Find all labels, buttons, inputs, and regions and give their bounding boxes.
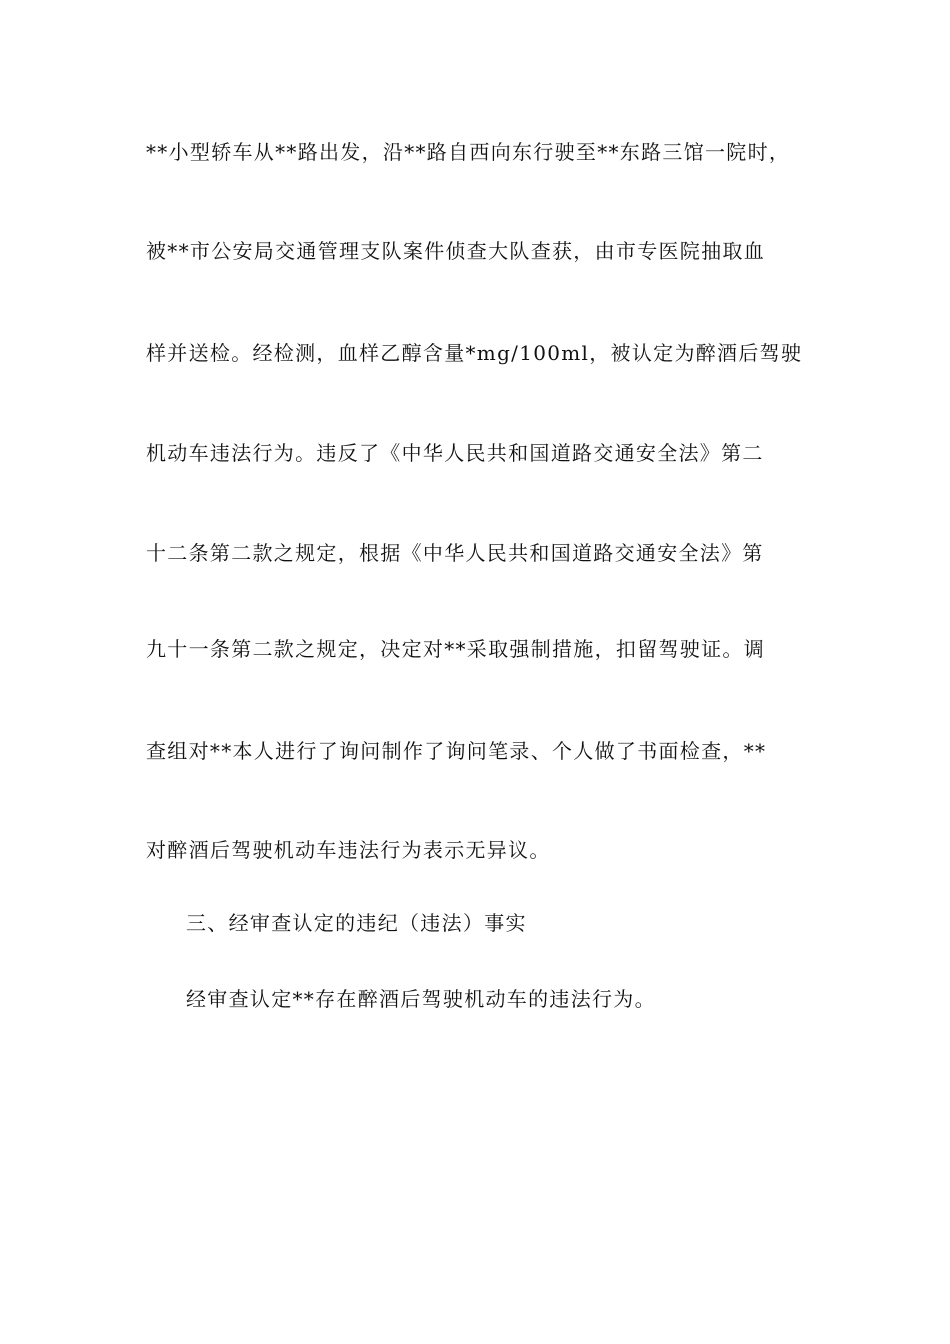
body-line-3: 样并送检。经检测，血样乙醇含量*mg/100ml，被认定为醉酒后驾驶 [146, 341, 803, 365]
body-line-5: 十二条第二款之规定，根据《中华人民共和国道路交通安全法》第 [146, 541, 764, 565]
conclusion-paragraph: 经审查认定**存在醉酒后驾驶机动车的违法行为。 [186, 987, 656, 1011]
body-line-7: 查组对**本人进行了询问制作了询问笔录、个人做了书面检查，** [146, 739, 767, 763]
body-line-6: 九十一条第二款之规定，决定对**采取强制措施，扣留驾驶证。调 [146, 637, 765, 661]
body-line-4: 机动车违法行为。违反了《中华人民共和国道路交通安全法》第二 [146, 441, 764, 465]
body-line-1: **小型轿车从**路出发，沿**路自西向东行驶至**东路三馆一院时， [146, 140, 791, 164]
section-heading: 三、经审查认定的违纪（违法）事实 [186, 911, 527, 935]
body-line-8: 对醉酒后驾驶机动车违法行为表示无异议。 [146, 838, 551, 862]
body-line-2: 被**市公安局交通管理支队案件侦查大队查获，由市专医院抽取血 [146, 239, 765, 263]
